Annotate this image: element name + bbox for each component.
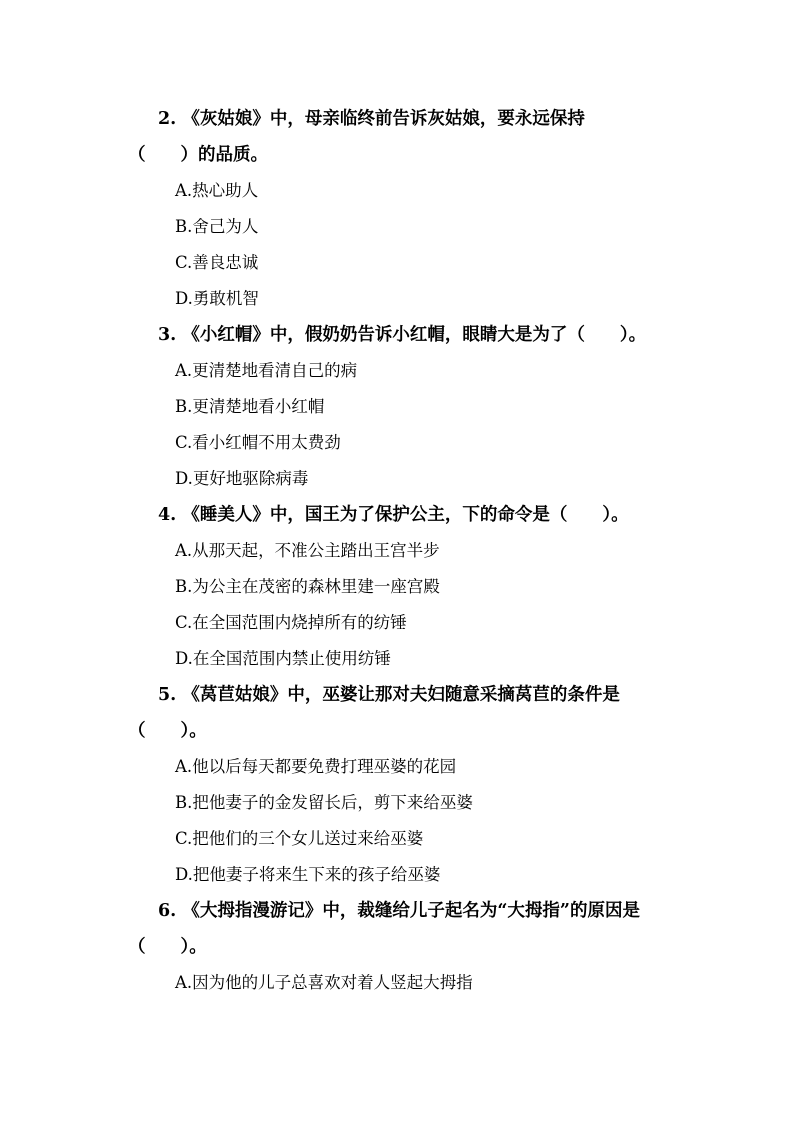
question-4-option-b: B.为公主在茂密的森林里建一座宫殿: [175, 577, 440, 596]
question-6-option-a: A.因为他的儿子总喜欢对着人竖起大拇指: [175, 973, 473, 992]
question-3-stem: 3. 《小红帽》中，假奶奶告诉小红帽，眼睛大是为了（ ）。: [158, 325, 647, 345]
question-4-option-d: D.在全国范围内禁止使用纺锤: [175, 649, 391, 668]
question-3-option-c: C.看小红帽不用太费劲: [175, 433, 341, 452]
question-3-option-b: B.更清楚地看小红帽: [175, 397, 325, 416]
question-2-stem: 2. 《灰姑娘》中，母亲临终前告诉灰姑娘，要永远保持: [158, 109, 585, 129]
question-2-option-d: D.勇敢机智: [175, 289, 259, 308]
question-4-option-a: A.从那天起，不准公主踏出王宫半步: [175, 541, 440, 560]
question-5-option-b: B.把他妻子的金发留长后，剪下来给巫婆: [175, 793, 473, 812]
question-2-option-c: C.善良忠诚: [175, 253, 259, 272]
question-2-option-a: A.热心助人: [175, 181, 259, 200]
question-5-stem: 5. 《莴苣姑娘》中，巫婆让那对夫妇随意采摘莴苣的条件是: [158, 685, 620, 705]
question-5-option-d: D.把他妻子将来生下来的孩子给巫婆: [175, 865, 441, 884]
question-3-option-d: D.更好地驱除病毒: [175, 469, 309, 488]
question-4-option-c: C.在全国范围内烧掉所有的纺锤: [175, 613, 407, 632]
question-5-option-a: A.他以后每天都要免费打理巫婆的花园: [175, 757, 457, 776]
question-5-stem-cont: （ ）。: [128, 721, 207, 741]
question-3-option-a: A.更清楚地看清自己的病: [175, 361, 358, 380]
question-6-stem-cont: （ ）。: [128, 937, 207, 957]
question-5-option-c: C.把他们的三个女儿送过来给巫婆: [175, 829, 424, 848]
question-2-stem-cont: （ ）的品质。: [128, 145, 268, 165]
question-6-stem: 6. 《大拇指漫游记》中，裁缝给儿子起名为“大拇指”的原因是: [158, 901, 640, 921]
question-4-stem: 4. 《睡美人》中，国王为了保护公主，下的命令是（ ）。: [158, 505, 629, 525]
question-2-option-b: B.舍己为人: [175, 217, 259, 236]
